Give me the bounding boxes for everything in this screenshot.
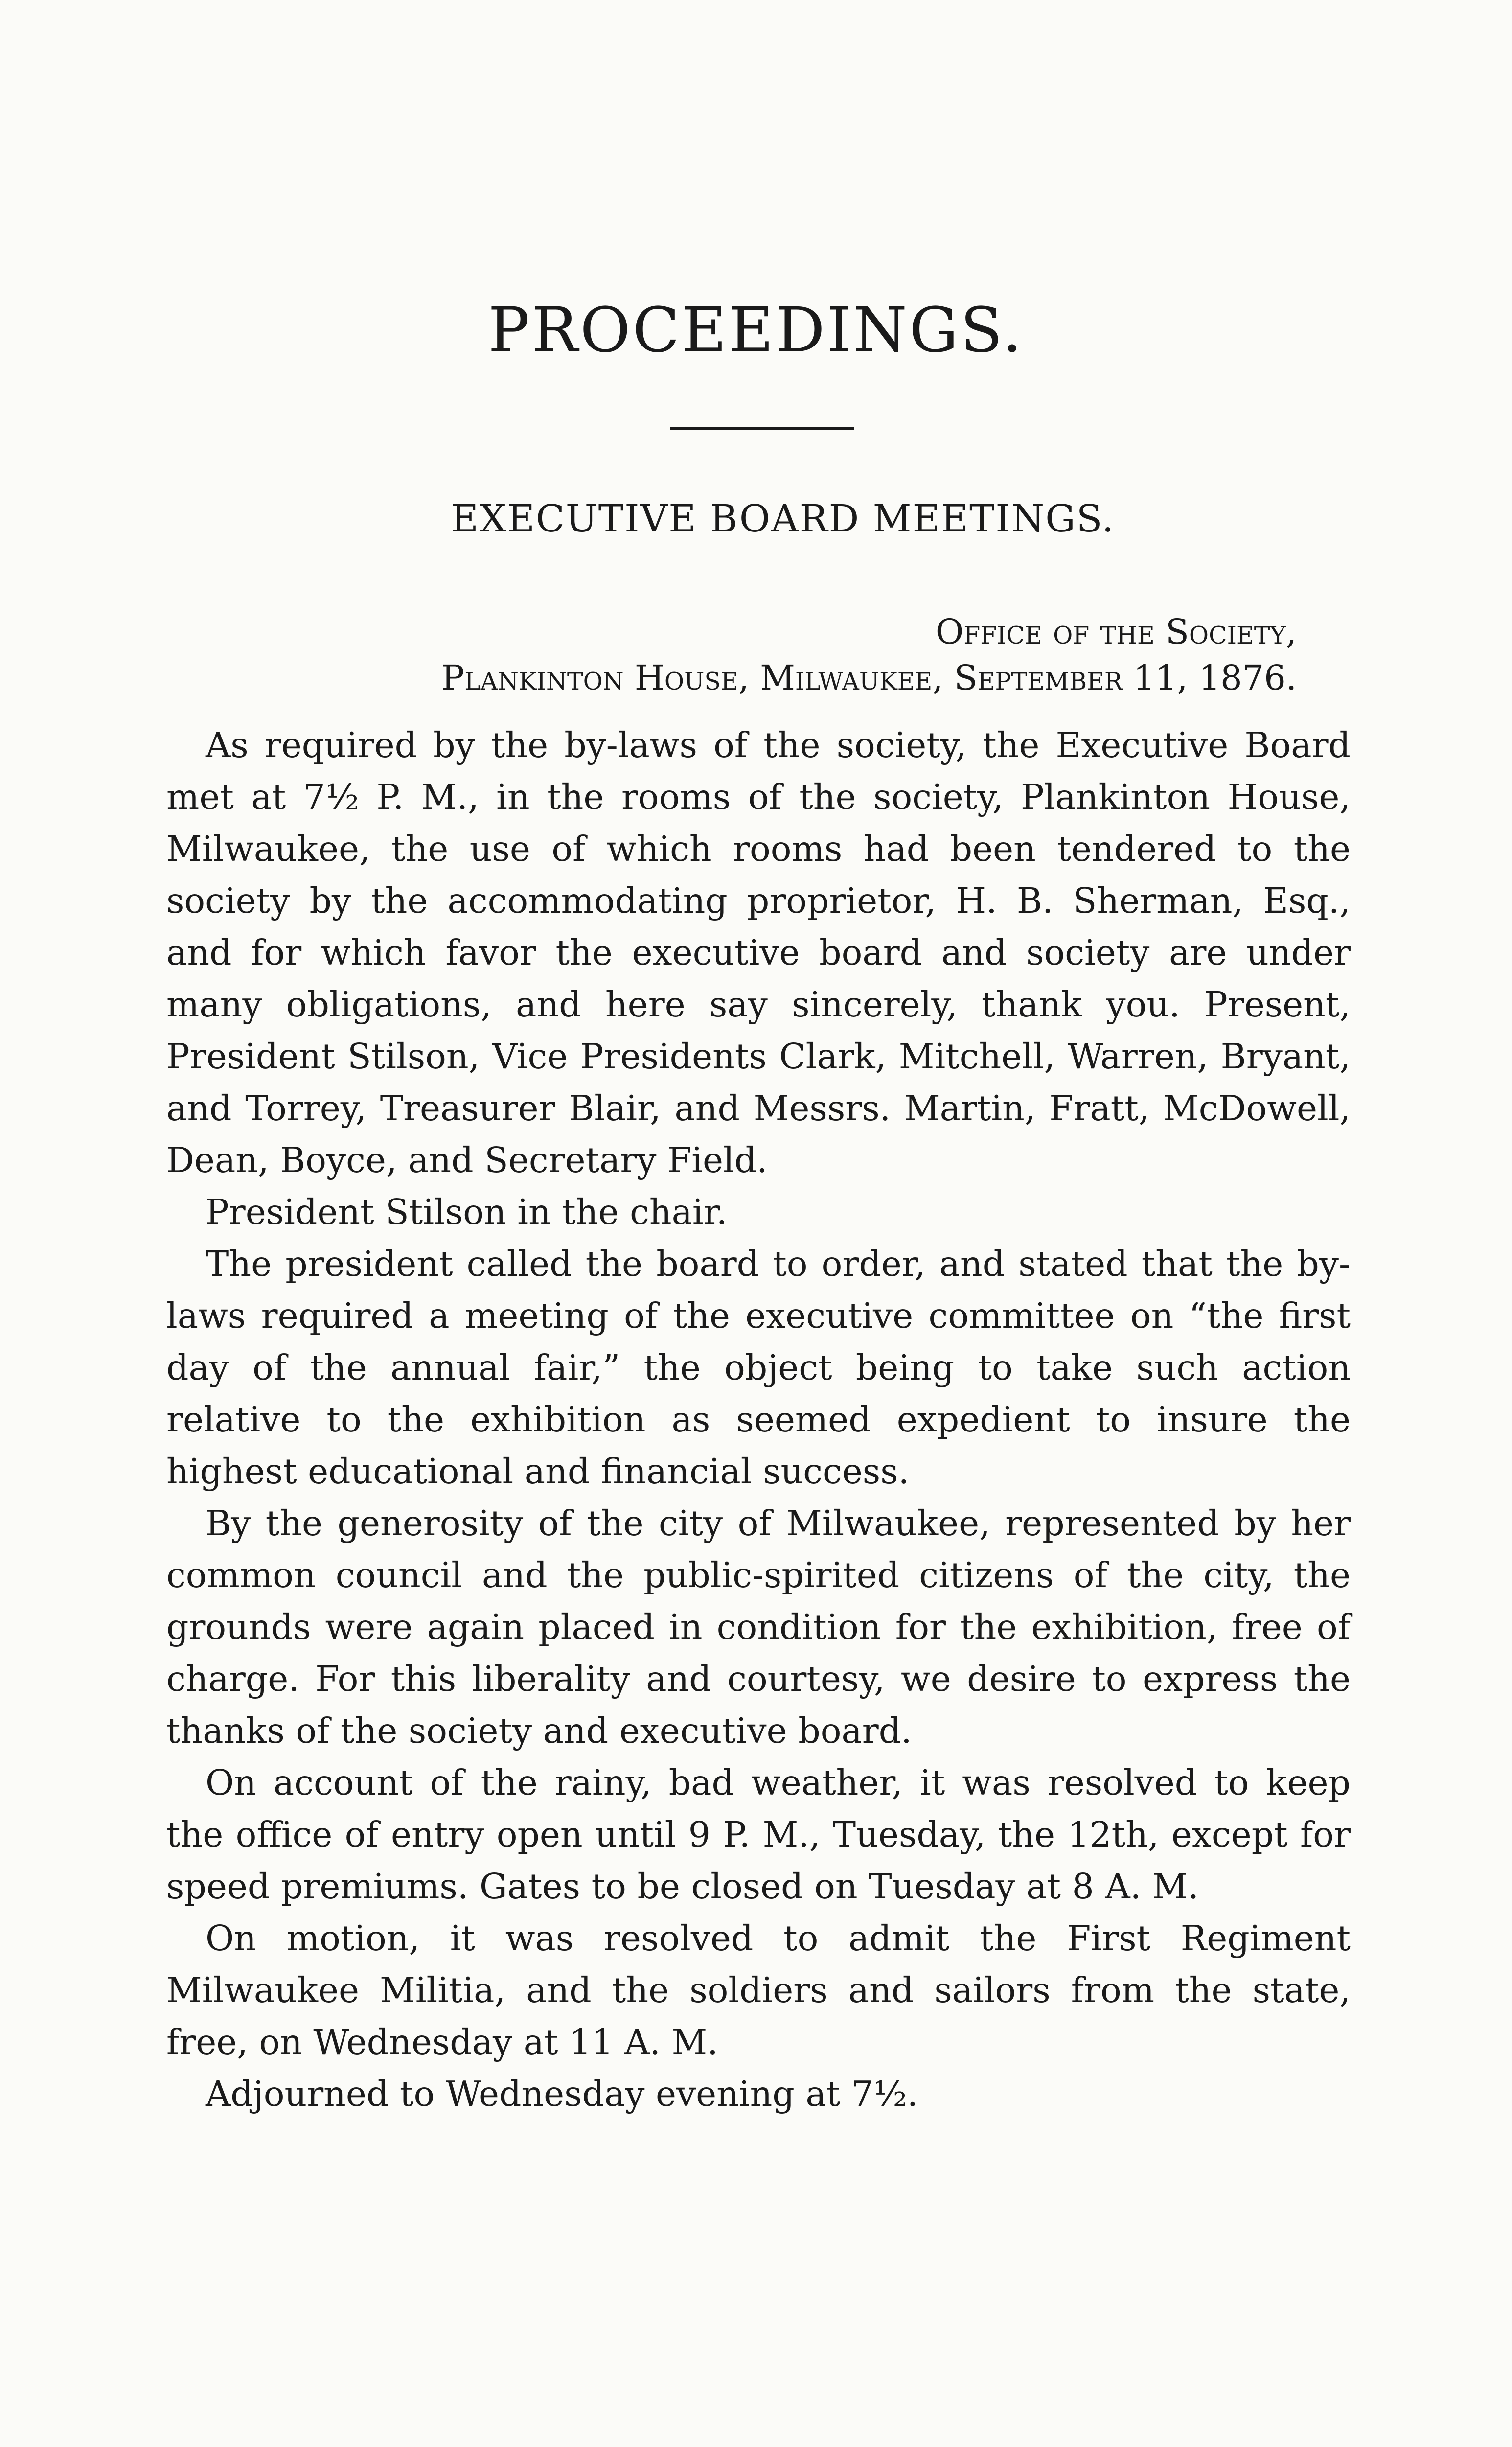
paragraph-grounds: By the generosity of the city of Milwaukee, represented by her common council and the public-spirited citizens of the city, the grounds were again placed in condition for the exhibition, free of charge. For this liberality and courtesy, we desire to express the thanks of the society and executive board.	[166, 1503, 1351, 1751]
page-title: PROCEEDINGS.	[488, 294, 1024, 366]
paragraph-attendance: As required by the by-laws of the society, the Executive Board met at 7½ P. M., in the rooms of the society, Plankinton House, Milwaukee, the use of which rooms had been tendered to the society by the accommodating proprietor, H. B. Sherman, Esq., and for which favor the executive board and society are under many obligations, and here say sincerely, thank you. Present, President Stilson, Vice Presidents Clark, Mitchell, Warren, Bryant, and Torrey, Treasurer Blair, and Messrs. Martin, Fratt, McDowell, Dean, Boyce, and Secretary Field.	[166, 725, 1351, 1180]
section-heading: EXECUTIVE BOARD MEETINGS.	[451, 497, 1115, 541]
paragraph-weather: On account of the rainy, bad weather, it was resolved to keep the office of entry open until 9 P. M., Tuesday, the 12th, except for speed premiums. Gates to be closed on Tuesday at 8 A. M.	[166, 1762, 1351, 1907]
paragraph-chair: President Stilson in the chair.	[206, 1192, 728, 1232]
paragraph-militia: On motion, it was resolved to admit the First Regiment Milwaukee Militia, and the soldiers and sailors from the state, free, on Wednesday at 11 A. M.	[166, 1918, 1351, 2062]
paragraph-adjourned: Adjourned to Wednesday evening at 7½.	[206, 2074, 918, 2114]
title-rule	[670, 427, 854, 430]
paragraph-call-to-order: The president called the board to order, and stated that the by-laws required a meeting of the executive committee on “the first day of the annual fair,” the object being to take such action relative to the exhibition as seemed expedient to insure the highest educational and financial success.	[166, 1244, 1351, 1492]
minutes-body	[166, 719, 1351, 2120]
dateline-place: Plankinton House, Milwaukee, September 11, 1876.	[441, 658, 1297, 698]
dateline-office: Office of the Society,	[935, 612, 1297, 652]
